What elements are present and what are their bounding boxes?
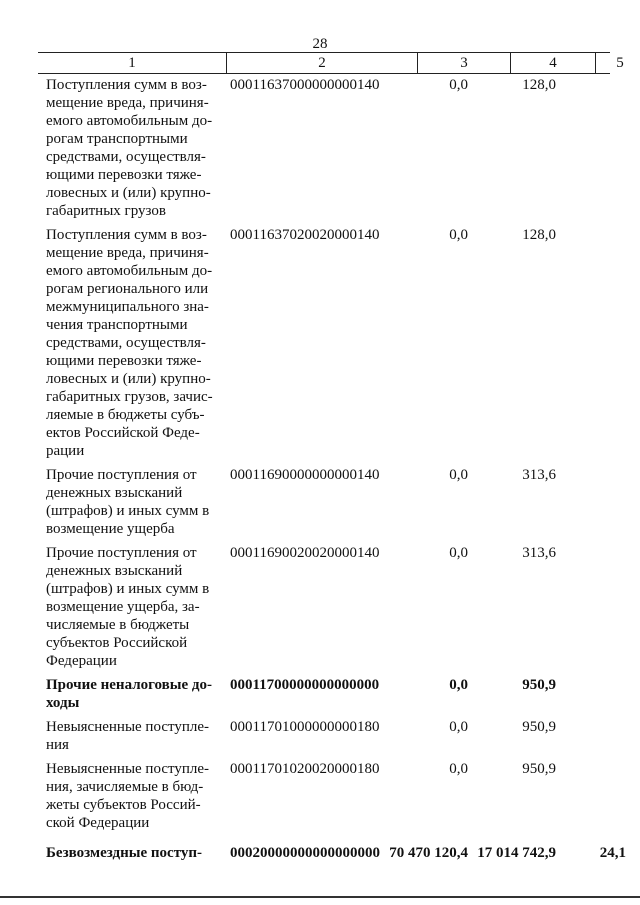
row-col4: 313,6 xyxy=(522,467,556,483)
header-col-2: 2 xyxy=(318,55,326,71)
row-col5: 24,1 xyxy=(599,845,626,861)
header-col-4: 4 xyxy=(549,55,557,71)
row-col3: 0,0 xyxy=(449,227,468,243)
row-code: 00011690020020000140 xyxy=(230,545,380,561)
row-col4: 128,0 xyxy=(522,77,556,93)
row-col4: 950,9 xyxy=(522,719,556,735)
row-col4: 128,0 xyxy=(522,227,556,243)
row-code: 00011701020020000180 xyxy=(230,761,380,777)
row-col3: 0,0 xyxy=(449,677,468,693)
table-body xyxy=(46,76,626,868)
row-col4: 17 014 742,9 xyxy=(477,845,556,861)
table-row xyxy=(46,760,626,832)
page-bottom-edge xyxy=(0,896,640,898)
row-code: 00011690000000000140 xyxy=(230,467,380,483)
row-code: 00011637020020000140 xyxy=(230,227,380,243)
row-col3: 0,0 xyxy=(449,761,468,777)
header-col-3: 3 xyxy=(460,55,468,71)
row-name: Прочие поступления от денежных взысканий (штрафов) и иных сумм в возмещение ущерба, за-числяемые в бюджеты субъектов Российской Федерации xyxy=(46,545,210,669)
row-col3: 0,0 xyxy=(449,467,468,483)
table-row xyxy=(46,718,626,754)
row-col3: 0,0 xyxy=(449,545,468,561)
row-col4: 313,6 xyxy=(522,545,556,561)
table-row xyxy=(46,676,626,712)
row-col4: 950,9 xyxy=(522,761,556,777)
row-col3: 0,0 xyxy=(449,77,468,93)
table-row xyxy=(46,466,626,538)
header-col-1: 1 xyxy=(128,55,136,71)
page-number: 28 xyxy=(312,36,328,52)
row-code: 00011701000000000180 xyxy=(230,719,380,735)
row-code: 00020000000000000000 xyxy=(230,845,380,861)
row-col3: 70 470 120,4 xyxy=(389,845,468,861)
row-col3: 0,0 xyxy=(449,719,468,735)
row-name: Невыясненные поступле-ния, зачисляемые в бюд-жеты субъектов Россий-ской Федерации xyxy=(46,761,210,831)
row-name: Поступления сумм в воз-мещение вреда, причиня-емого автомобильным до-рогам транспортными средствами, осуществля-ющими перевозки тяже-ловесных и (или) крупно-габаритных грузов xyxy=(46,77,213,219)
row-code: 00011637000000000140 xyxy=(230,77,380,93)
row-name: Невыясненные поступле-ния xyxy=(46,719,210,753)
table-row xyxy=(46,226,626,460)
row-code: 00011700000000000000 xyxy=(230,677,380,693)
row-col4: 950,9 xyxy=(522,677,556,693)
table-header xyxy=(38,52,624,74)
table-row xyxy=(46,544,626,670)
row-name: Прочие поступления от денежных взысканий (штрафов) и иных сумм в возмещение ущерба xyxy=(46,467,210,537)
header-col-5: 5 xyxy=(616,55,624,71)
row-name: Безвозмездные поступ- xyxy=(46,845,203,861)
table-row xyxy=(46,844,626,862)
table-row xyxy=(46,76,626,220)
row-name: Поступления сумм в воз-мещение вреда, причиня-емого автомобильным до-рогам регионального или межмуниципального зна-чения транспортными средствами, осуществля-ющими перевозки тяже-ловесных и (или) крупно-габаритных грузов, зачис-ляемые в бюджеты субъ-ектов Российской Феде-рации xyxy=(46,227,213,459)
row-name: Прочие неналоговые до-ходы xyxy=(46,677,212,711)
